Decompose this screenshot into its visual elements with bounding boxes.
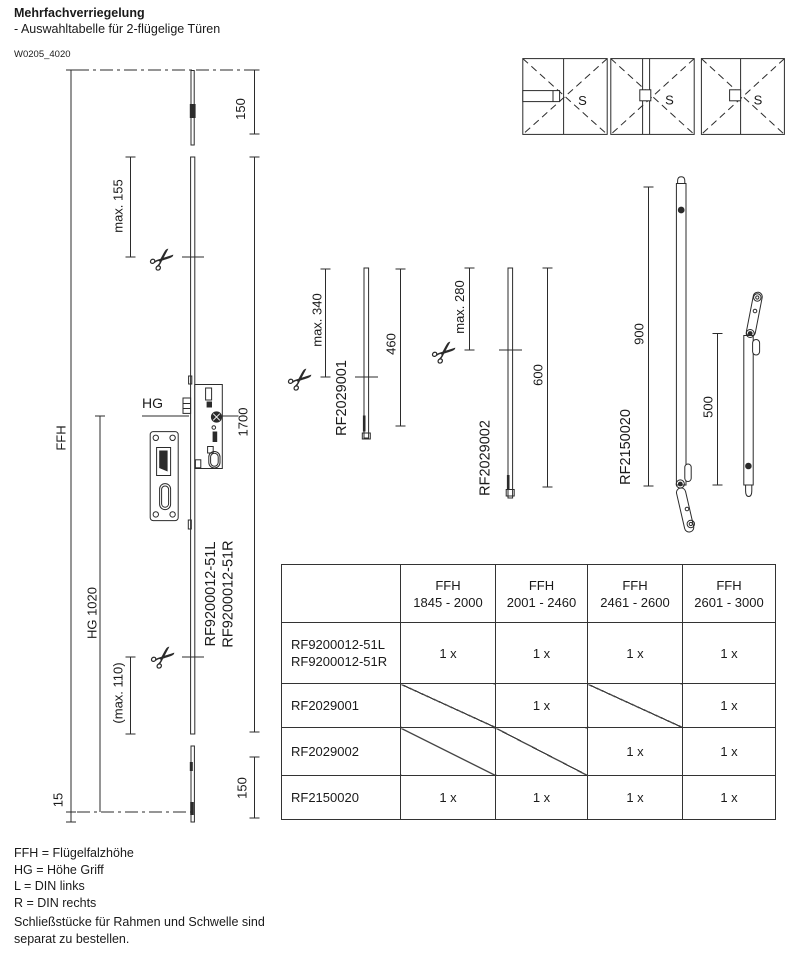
dimension-150-bottom — [235, 757, 260, 818]
scissors-icon: ✂ — [141, 237, 185, 283]
extension-rail — [355, 268, 378, 439]
qty-cell: 1 x — [683, 623, 776, 684]
selection-table — [281, 564, 776, 820]
floor-clearance-label: 15 — [50, 792, 66, 808]
qty-cell: 1 x — [401, 776, 496, 820]
qty-cell: 1 x — [588, 776, 683, 820]
main-lock-diagram — [51, 70, 260, 822]
drawing-number: W0205_4020 — [14, 49, 71, 60]
qty-cell: 1 x — [683, 728, 776, 776]
scissors-icon: ✂ — [423, 330, 467, 376]
length-460-label: 460 — [383, 333, 399, 355]
part-number-left: RF9200012-51L — [203, 541, 219, 647]
part-number-right: RF9200012-51R — [220, 540, 237, 648]
dimension-max-110 — [111, 657, 136, 734]
dimension-500 — [701, 334, 723, 486]
qty-cell: 1 x — [496, 623, 588, 684]
qty-cell: 1 x — [496, 684, 588, 728]
max-110-label: (max. 110) — [110, 662, 126, 724]
dimension-max-155 — [111, 157, 136, 257]
qty-cell: 1 x — [588, 623, 683, 684]
lock-point-symbol — [730, 90, 741, 101]
page-title: Mehrfachverriegelung — [14, 6, 145, 20]
strike-plate — [150, 432, 178, 521]
legend-line: L = DIN links — [14, 879, 85, 893]
door-schematics — [523, 59, 785, 135]
column-header — [282, 565, 401, 623]
dimension-ffh — [51, 70, 77, 822]
part-number: RF2029001 — [334, 360, 350, 436]
door-schematic-2 — [611, 59, 694, 135]
column-header: FFH 1845 - 2000 — [401, 565, 496, 623]
leaf-label: S — [753, 92, 763, 108]
extension-rf2029002-diagram — [423, 268, 552, 498]
dimension-max-340 — [310, 269, 331, 377]
page-subtitle: - Auswahltabelle für 2-flügelige Türen — [14, 22, 221, 36]
qty-cell: 1 x — [496, 776, 588, 820]
max-280-label: max. 280 — [452, 280, 467, 334]
qty-cell-na — [401, 728, 496, 776]
table-row — [282, 776, 776, 820]
lock-case — [183, 385, 222, 469]
part-number: RF2029002 — [477, 420, 494, 496]
extension-rf2029001-diagram — [279, 268, 405, 439]
leaf-label: S — [578, 93, 587, 108]
selection-table-head-row — [282, 565, 776, 623]
door-schematic-3 — [701, 59, 784, 135]
scissors-icon: ✂ — [279, 357, 323, 403]
rod-short-label: 500 — [700, 396, 716, 418]
max-155-label: max. 155 — [110, 179, 126, 233]
dimension-150-top — [233, 70, 260, 134]
dimension-max-280 — [452, 268, 475, 350]
scissors-icon: ✂ — [142, 635, 186, 681]
bottom-rod-label: 150 — [234, 777, 250, 799]
qty-cell: 1 x — [683, 684, 776, 728]
legend-line: R = DIN rechts — [14, 895, 97, 910]
rod-long-label: 900 — [631, 323, 647, 345]
dimension-600 — [531, 268, 553, 487]
part-number-cell: RF2029001 — [282, 684, 401, 728]
column-header: FFH 2001 - 2460 — [496, 565, 588, 623]
body-length-label: 1700 — [235, 407, 251, 437]
selection-table-body — [282, 623, 776, 820]
legend — [14, 845, 265, 947]
legend-note-line: Schließstücke für Rahmen und Schwelle sind — [14, 915, 265, 929]
column-header: FFH 2601 - 3000 — [683, 565, 776, 623]
qty-cell-na — [496, 728, 588, 776]
legend-note-line: separat zu bestellen. — [14, 931, 130, 946]
selection-table-head — [282, 565, 776, 623]
part-number-cell: RF9200012-51L RF9200012-51R — [282, 623, 401, 684]
table-row — [282, 623, 776, 684]
shoot-bolt-rod-long — [676, 177, 695, 533]
qty-cell: 1 x — [588, 728, 683, 776]
shoot-bolt-rf2150020-diagram — [618, 177, 763, 533]
dimension-460 — [384, 269, 406, 426]
extension-rail — [499, 268, 522, 498]
dimension-900 — [632, 187, 654, 486]
lock-point-symbol — [640, 90, 651, 101]
part-number-cell: RF2029002 — [282, 728, 401, 776]
shoot-bolt-rod-short — [744, 291, 763, 496]
part-number: RF2150020 — [618, 409, 634, 485]
door-schematic-1 — [523, 59, 607, 135]
top-rod-label: 150 — [233, 98, 248, 120]
leaf-label: S — [665, 92, 674, 108]
qty-cell: 1 x — [401, 623, 496, 684]
latch-bolt — [183, 398, 191, 413]
table-row — [282, 684, 776, 728]
handle-height-label: HG 1020 — [84, 586, 100, 640]
qty-cell: 1 x — [683, 776, 776, 820]
column-header: FFH 2461 - 2600 — [588, 565, 683, 623]
dimension-1700 — [236, 157, 260, 732]
max-340-label: max. 340 — [309, 293, 325, 347]
hg-label: HG — [142, 395, 163, 411]
qty-cell-na — [588, 684, 683, 728]
lock-bar-symbol — [523, 91, 560, 102]
dimension-hg-1020 — [85, 416, 106, 812]
qty-cell-na — [401, 684, 496, 728]
table-row — [282, 728, 776, 776]
part-number-cell: RF2150020 — [282, 776, 401, 820]
legend-line: HG = Höhe Griff — [14, 862, 104, 877]
length-600-label: 600 — [530, 364, 546, 386]
ffh-label: FFH — [53, 425, 69, 451]
legend-line: FFH = Flügelfalzhöhe — [14, 846, 134, 860]
